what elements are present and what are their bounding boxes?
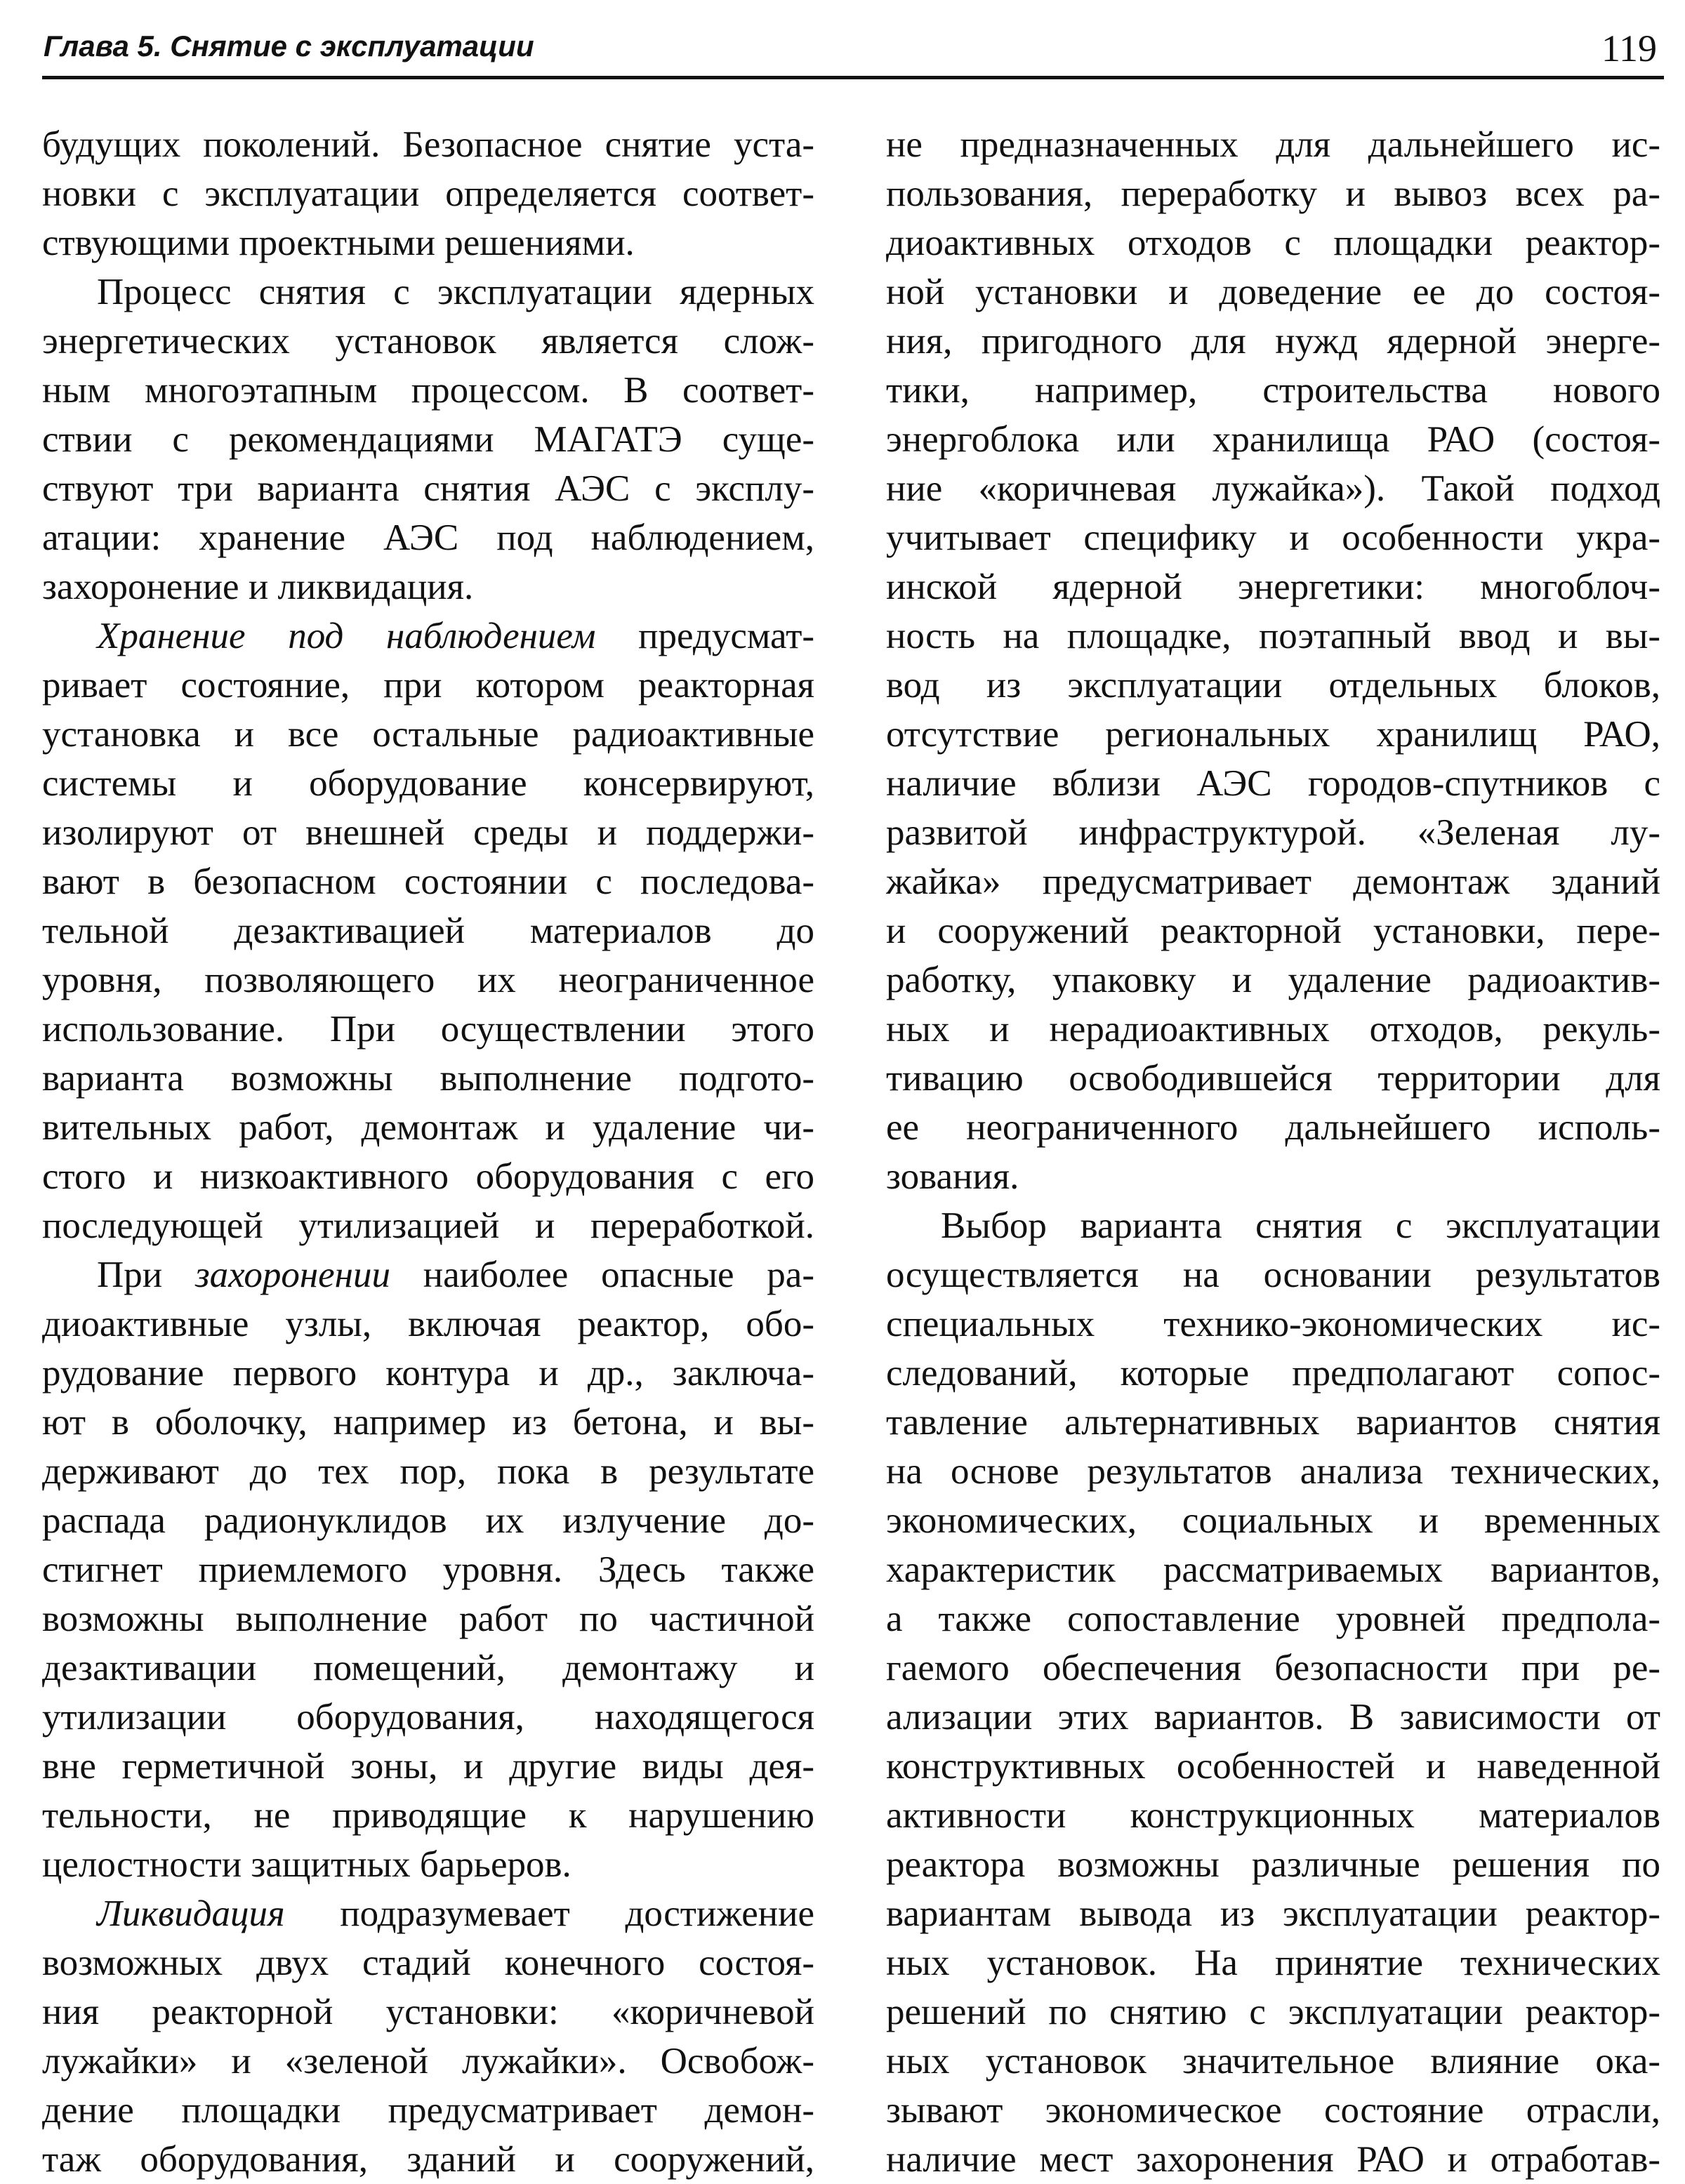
text-line (42, 1103, 814, 1152)
text-segment: будущих поколений. Безопасное снятие уста- (42, 124, 814, 165)
text-segment: ния, пригодного для нужд ядерной энерге- (886, 321, 1660, 362)
text-segment: рудование первого контура и др., заключа- (42, 1353, 814, 1394)
text-line (886, 1054, 1660, 1103)
text-line (42, 366, 814, 415)
text-segment: характеристик рассматриваемых вариантов, (886, 1549, 1660, 1590)
text-segment: наличие вблизи АЭС городов-спутников с (886, 763, 1660, 804)
text-segment: новки с эксплуатации определяется соответ- (42, 173, 814, 214)
text-segment: целостности защитных барьеров. (42, 1844, 571, 1885)
text-line (886, 1250, 1660, 1299)
text-segment: активности конструкционных материалов (886, 1795, 1660, 1836)
text-line (42, 1889, 814, 1938)
text-line (886, 1693, 1660, 1742)
text-segment: диоактивные узлы, включая реактор, обо- (42, 1304, 814, 1344)
text-segment: и сооружений реакторной установки, пере- (886, 911, 1660, 951)
right-column (886, 120, 1660, 2184)
text-line (886, 906, 1660, 955)
text-segment: распада радионуклидов их излучение до- (42, 1500, 814, 1541)
text-segment: а также сопоставление уровней предпола- (886, 1599, 1660, 1639)
text-line (886, 366, 1660, 415)
text-line (886, 1496, 1660, 1545)
text-segment: отсутствие региональных хранилищ РАО, (886, 714, 1660, 755)
text-segment: инской ядерной энергетики: многоблоч- (886, 567, 1660, 607)
text-segment: жайка» предусматривает демонтаж зданий (886, 861, 1660, 902)
text-line (886, 1643, 1660, 1693)
text-line (42, 759, 814, 808)
text-segment: ность на площадке, поэтапный ввод и вы- (886, 616, 1660, 656)
text-segment: утилизации оборудования, находящегося (42, 1697, 814, 1738)
text-line (886, 1791, 1660, 1840)
text-segment: тики, например, строительства нового (886, 370, 1660, 411)
text-line (886, 1398, 1660, 1447)
text-segment: зования. (886, 1156, 1019, 1197)
text-segment: вод из эксплуатации отдельных блоков, (886, 665, 1660, 706)
text-segment: возможных двух стадий конечного состоя- (42, 1943, 814, 1983)
text-line (42, 1643, 814, 1693)
header-rule (42, 76, 1664, 79)
text-segment: подразумевает достижение (284, 1893, 814, 1934)
text-line (886, 808, 1660, 857)
text-segment: Выбор варианта снятия с эксплуатации (941, 1205, 1660, 1246)
text-line (886, 513, 1660, 562)
text-segment: ее неограниченного дальнейшего исполь- (886, 1107, 1660, 1148)
text-line (886, 2135, 1660, 2184)
italic-term: Хранение под наблюдением (97, 616, 596, 656)
text-segment: использование. При осуществлении этого (42, 1009, 814, 1050)
text-segment: на основе результатов анализа технических, (886, 1451, 1660, 1492)
text-line (42, 611, 814, 661)
text-segment: При (97, 1255, 195, 1295)
text-segment: тельной дезактивацией материалов до (42, 911, 814, 951)
text-segment: системы и оборудование консервируют, (42, 763, 814, 804)
text-segment: работку, упаковку и удаление радиоактив- (886, 960, 1660, 1000)
text-segment: ных установок. На принятие технических (886, 1943, 1660, 1983)
text-segment: решений по снятию с эксплуатации реактор- (886, 1992, 1660, 2032)
text-segment: гаемого обеспечения безопасности при ре- (886, 1648, 1660, 1688)
text-segment: варианта возможны выполнение подгото- (42, 1058, 814, 1099)
text-line (886, 1005, 1660, 1054)
text-line (42, 1054, 814, 1103)
text-segment: лужайки» и «зеленой лужайки». Освобож- (42, 2041, 814, 2082)
text-segment: энергоблока или хранилища РАО (состоя- (886, 419, 1660, 460)
text-line (886, 464, 1660, 513)
text-line (886, 415, 1660, 464)
text-segment: ных установок значительное влияние ока- (886, 2041, 1660, 2082)
text-line (42, 1250, 814, 1299)
text-line (886, 2086, 1660, 2135)
text-line (886, 1103, 1660, 1152)
text-line (886, 1447, 1660, 1496)
text-line (42, 1152, 814, 1201)
italic-term: Ликвидация (97, 1893, 285, 1934)
text-line (42, 120, 814, 169)
text-line (886, 1201, 1660, 1250)
text-segment: следований, которые предполагают сопос- (886, 1353, 1660, 1394)
text-segment: ют в оболочку, например из бетона, и вы- (42, 1402, 814, 1443)
text-line (42, 1545, 814, 1594)
text-segment: дение площадки предусматривает демон- (42, 2090, 814, 2131)
text-segment: тивацию освободившейся территории для (886, 1058, 1660, 1099)
text-segment: ривает состояние, при котором реакторная (42, 665, 814, 706)
text-line (42, 415, 814, 464)
text-line (886, 169, 1660, 218)
text-line (42, 1791, 814, 1840)
text-segment: наличие мест захоронения РАО и отработав- (886, 2139, 1660, 2180)
text-segment: захоронение и ликвидация. (42, 567, 474, 607)
text-line (42, 1938, 814, 1987)
text-line (42, 513, 814, 562)
text-line (886, 1594, 1660, 1643)
text-line (886, 759, 1660, 808)
text-segment: пользования, переработку и вывоз всех ра- (886, 173, 1660, 214)
text-segment: энергетических установок является слож- (42, 321, 814, 362)
text-line (42, 857, 814, 906)
text-segment: экономических, социальных и временных (886, 1500, 1660, 1541)
text-segment: предусмат- (595, 616, 814, 656)
text-segment: ных и нерадиоактивных отходов, рекуль- (886, 1009, 1660, 1050)
text-line (42, 562, 814, 611)
text-line (42, 1693, 814, 1742)
text-line (886, 611, 1660, 661)
text-segment: установка и все остальные радиоактивные (42, 714, 814, 755)
text-segment: развитой инфраструктурой. «Зеленая лу- (886, 812, 1660, 853)
text-line (886, 2037, 1660, 2086)
text-line (886, 317, 1660, 366)
text-segment: ализации этих вариантов. В зависимости от (886, 1697, 1660, 1738)
text-line (886, 1349, 1660, 1398)
text-segment: конструктивных особенностей и наведенной (886, 1746, 1660, 1787)
text-segment: последующей утилизацией и переработкой. (42, 1205, 814, 1246)
text-segment: ствуют три варианта снятия АЭС с эксплу- (42, 468, 814, 509)
text-line (886, 661, 1660, 710)
text-segment: ной установки и доведение ее до состоя- (886, 272, 1660, 312)
text-line (886, 1889, 1660, 1938)
text-line (42, 1005, 814, 1054)
text-line (42, 1201, 814, 1250)
text-line (42, 1742, 814, 1791)
text-segment: ным многоэтапным процессом. В соответ- (42, 370, 814, 411)
text-line (42, 2086, 814, 2135)
text-segment: наиболее опасные ра- (390, 1255, 814, 1295)
text-line (42, 267, 814, 317)
text-segment: ствии с рекомендациями МАГАТЭ суще- (42, 419, 814, 460)
text-segment: вне герметичной зоны, и другие виды дея- (42, 1746, 814, 1787)
text-segment: стого и низкоактивного оборудования с его (42, 1156, 814, 1197)
text-segment: вариантам вывода из эксплуатации реактор- (886, 1893, 1660, 1934)
text-line (42, 808, 814, 857)
text-line (42, 169, 814, 218)
text-segment: реактора возможны различные решения по (886, 1844, 1660, 1885)
text-segment: диоактивных отходов с площадки реактор- (886, 223, 1660, 263)
chapter-title: Глава 5. Снятие с эксплуатации (44, 29, 534, 62)
text-line (886, 857, 1660, 906)
text-segment: ния реакторной установки: «коричневой (42, 1992, 814, 2032)
text-line (886, 955, 1660, 1005)
text-line (886, 1545, 1660, 1594)
text-segment: уровня, позволяющего их неограниченное (42, 960, 814, 1000)
text-line (42, 1398, 814, 1447)
text-line (886, 562, 1660, 611)
text-line (886, 710, 1660, 759)
text-segment: тавление альтернативных вариантов снятия (886, 1402, 1660, 1443)
text-segment: специальных технико-экономических ис- (886, 1304, 1660, 1344)
text-line (886, 267, 1660, 317)
text-line (886, 120, 1660, 169)
text-segment: дезактивации помещений, демонтажу и (42, 1648, 814, 1688)
text-line (886, 1299, 1660, 1349)
text-line (42, 661, 814, 710)
text-line (42, 1349, 814, 1398)
text-line (886, 1742, 1660, 1791)
text-line (42, 1840, 814, 1889)
text-line (42, 2037, 814, 2086)
text-segment: вают в безопасном состоянии с последова- (42, 861, 814, 902)
text-line (42, 906, 814, 955)
text-line (42, 1447, 814, 1496)
text-line (42, 218, 814, 267)
text-segment: изолируют от внешней среды и поддержи- (42, 812, 814, 853)
page-number: 119 (1601, 27, 1657, 70)
text-line (42, 955, 814, 1005)
text-segment: возможны выполнение работ по частичной (42, 1599, 814, 1639)
text-line (42, 317, 814, 366)
text-segment: тельности, не приводящие к нарушению (42, 1795, 814, 1836)
italic-term: захоронении (194, 1255, 390, 1295)
text-line (42, 1496, 814, 1545)
text-segment: стигнет приемлемого уровня. Здесь также (42, 1549, 814, 1590)
text-segment: атации: хранение АЭС под наблюдением, (42, 517, 814, 558)
text-segment: осуществляется на основании результатов (886, 1255, 1660, 1295)
left-column (42, 120, 814, 2184)
text-segment: таж оборудования, зданий и сооружений, (42, 2139, 814, 2180)
text-line (42, 710, 814, 759)
text-segment: Процесс снятия с эксплуатации ядерных (97, 272, 814, 312)
text-segment: ние «коричневая лужайка»). Такой подход (886, 468, 1660, 509)
text-line (886, 218, 1660, 267)
text-line (42, 2135, 814, 2184)
text-line (886, 1987, 1660, 2037)
text-segment: не предназначенных для дальнейшего ис- (886, 124, 1660, 165)
text-line (42, 1987, 814, 2037)
text-line (886, 1152, 1660, 1201)
text-line (886, 1938, 1660, 1987)
text-segment: ствующими проектными решениями. (42, 223, 635, 263)
text-segment: вительных работ, демонтаж и удаление чи- (42, 1107, 814, 1148)
text-line (42, 464, 814, 513)
text-line (42, 1594, 814, 1643)
text-line (42, 1299, 814, 1349)
text-line (886, 1840, 1660, 1889)
text-segment: зывают экономическое состояние отрасли, (886, 2090, 1660, 2131)
text-segment: учитывает специфику и особенности укра- (886, 517, 1660, 558)
text-segment: держивают до тех пор, пока в результате (42, 1451, 814, 1492)
